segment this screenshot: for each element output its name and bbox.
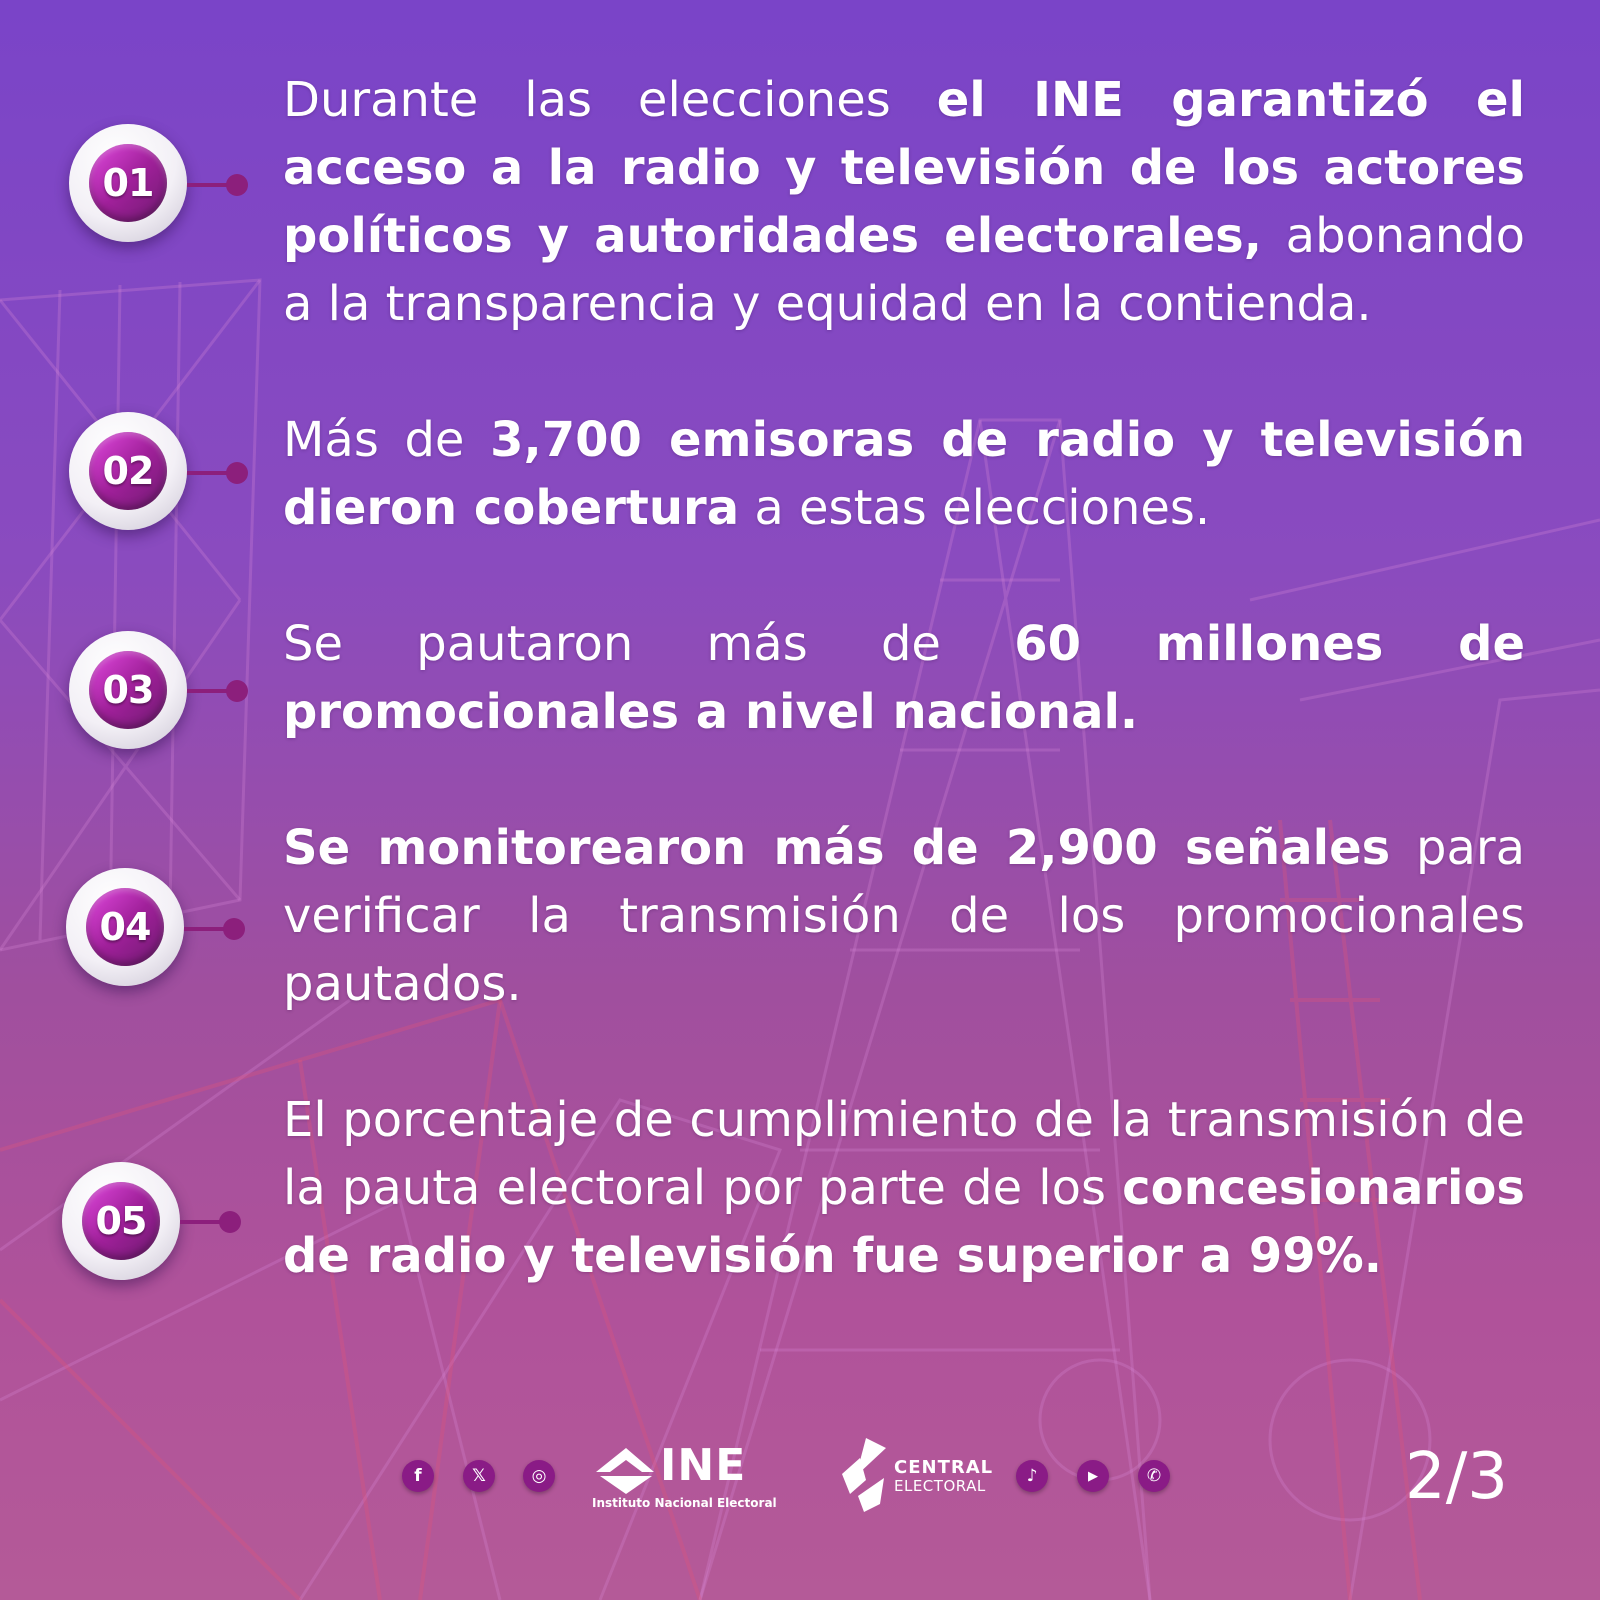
number-badge xyxy=(69,631,187,749)
badge-number: 02 xyxy=(102,449,154,493)
central-electoral-logo xyxy=(836,1430,996,1520)
text-segment: Durante las elecciones xyxy=(283,72,937,128)
youtube-icon[interactable] xyxy=(1077,1460,1109,1492)
number-badge-core xyxy=(89,144,167,222)
fact-text xyxy=(283,406,1525,542)
badge-number: 03 xyxy=(102,668,154,712)
tiktok-icon[interactable] xyxy=(1016,1460,1048,1492)
ine-logo-subtitle: Instituto Nacional Electoral xyxy=(592,1496,777,1510)
text-segment: abonando a la transparencia y equidad en la contienda. xyxy=(283,208,1526,332)
number-badge-core xyxy=(89,432,167,510)
whatsapp-icon[interactable] xyxy=(1138,1460,1170,1492)
number-badge xyxy=(69,124,187,242)
text-segment: El porcentaje de cumplimiento de la transmisión de la pauta electoral por parte de los xyxy=(283,1092,1525,1216)
tiktok-glyph: ♪ xyxy=(1026,1466,1038,1486)
text-segment-bold: 60 millones de promocionales a nivel nacional. xyxy=(283,616,1525,740)
fact-text xyxy=(283,66,1525,338)
connector-dot xyxy=(226,174,248,196)
footer-bar xyxy=(0,1430,1600,1530)
x-icon[interactable] xyxy=(463,1460,495,1492)
text-segment: Más de xyxy=(283,412,491,468)
text-segment-bold: concesionarios de radio y televisión fue superior a 99%. xyxy=(283,1160,1525,1284)
text-segment: para verificar la transmisión de los promocionales pautados. xyxy=(283,820,1526,1012)
fact-text xyxy=(283,1086,1525,1290)
connector-dot xyxy=(219,1211,241,1233)
number-badge xyxy=(66,868,184,986)
ine-logo xyxy=(590,1438,790,1518)
connector-dot xyxy=(226,680,248,702)
central-electoral-logo-mark xyxy=(836,1434,892,1514)
connector-dot xyxy=(223,918,245,940)
ine-logo-word: INE xyxy=(660,1440,747,1491)
text-segment: a estas elecciones. xyxy=(739,480,1211,536)
ine-logo-mark xyxy=(590,1442,662,1498)
badge-number: 05 xyxy=(95,1199,147,1243)
text-segment-bold: 3,700 emisoras de radio y televisión dieron cobertura xyxy=(283,412,1525,536)
text-segment: Se pautaron más de xyxy=(283,616,1015,672)
number-badge xyxy=(69,412,187,530)
text-segment-bold: Se monitorearon más de 2,900 señales xyxy=(283,820,1391,876)
instagram-glyph: ◎ xyxy=(531,1466,547,1486)
text-segment-bold: el INE garantizó el acceso a la radio y televisión de los actores políticos y autoridades electorales, xyxy=(283,72,1525,264)
badge-number: 01 xyxy=(102,161,154,205)
youtube-glyph: ▶ xyxy=(1088,1468,1098,1484)
number-badge-core xyxy=(89,651,167,729)
central-logo-line2: ELECTORAL xyxy=(894,1477,986,1495)
x-glyph: 𝕏 xyxy=(472,1466,486,1486)
number-badge-core xyxy=(82,1182,160,1260)
instagram-icon[interactable] xyxy=(523,1460,555,1492)
fact-text xyxy=(283,814,1525,1018)
number-badge-core xyxy=(86,888,164,966)
fact-text xyxy=(283,610,1525,746)
facebook-icon[interactable] xyxy=(402,1460,434,1492)
number-badge xyxy=(62,1162,180,1280)
central-logo-line1: CENTRAL xyxy=(894,1457,994,1478)
connector-dot xyxy=(226,462,248,484)
badge-number: 04 xyxy=(99,905,151,949)
page-indicator: 2/3 xyxy=(1405,1440,1508,1514)
facebook-glyph: f xyxy=(414,1466,422,1486)
whatsapp-glyph: ✆ xyxy=(1146,1466,1162,1486)
